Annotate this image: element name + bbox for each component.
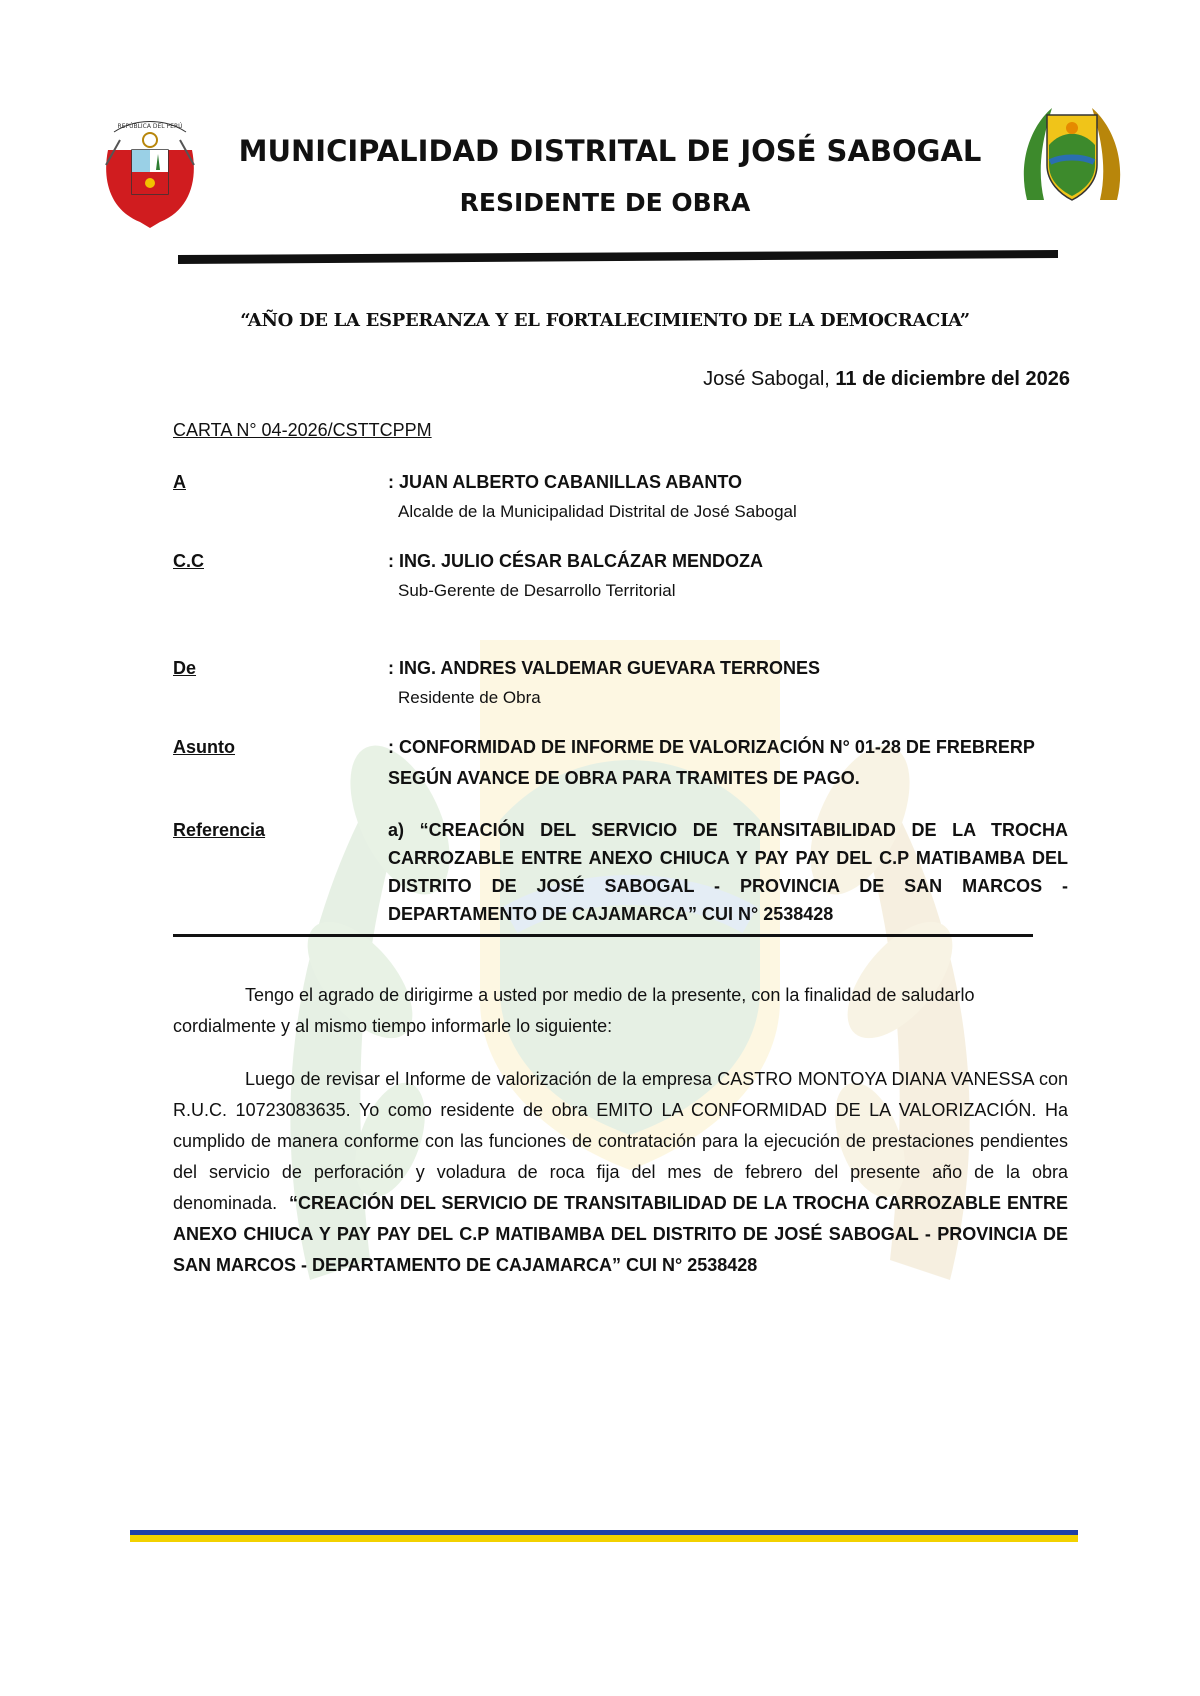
subject-value-line1: : CONFORMIDAD DE INFORME DE VALORIZACIÓN N° 01-28 DE FREBRERP — [388, 737, 1035, 757]
office-subtitle: RESIDENTE DE OBRA — [459, 188, 751, 217]
to-desc: Alcalde de la Municipalidad Distrital de José Sabogal — [398, 502, 797, 521]
svg-text:REPÚBLICA DEL PERÚ: REPÚBLICA DEL PERÚ — [117, 123, 183, 130]
body-paragraph-2: Luego de revisar el Informe de valorización de la empresa CASTRO MONTOYA DIANA VANESSA con R.U.C. 10723083635. Yo como residente de obra EMITO LA CONFORMIDAD DE LA VALORIZACIÓN. Ha cumplido de manera conforme con las funciones de contratación para la ejecución de prestaciones pendientes del servicio de perforación y voladura de roca fija del mes de febrero del presente año de la obra denominada. “CREACIÓN DEL SERVICIO DE TRANSITABILIDAD DE LA TROCHA CARROZABLE ENTRE ANEXO CHIUCA Y PAY PAY DEL C.P MATIBAMBA DEL DISTRITO DE JOSÉ SABOGAL - PROVINCIA DE SAN MARCOS - DEPARTAMENTO DE CAJAMARCA” CUI N° 2538428 — [173, 1069, 1068, 1275]
from-value: : ING. ANDRES VALDEMAR GUEVARA TERRONES — [388, 658, 821, 678]
cc-label: C.C — [173, 551, 204, 571]
letter-number: CARTA N° 04-2026/CSTTCPPM — [173, 420, 432, 440]
footer-divider — [130, 1530, 1078, 1542]
from-desc: Residente de Obra — [398, 688, 541, 707]
from-label: De — [173, 658, 197, 678]
peru-coat-of-arms-icon — [100, 110, 200, 230]
header-divider — [178, 250, 1058, 264]
reference-value: a) “CREACIÓN DEL SERVICIO DE TRANSITABILIDAD DE LA TROCHA CARROZABLE ENTRE ANEXO CHIUCA Y PAY PAY DEL C.P MATIBAMBA DEL DISTRITO DE JOSÉ SABOGAL - PROVINCIA DE SAN MARCOS - DEPARTAMENTO DE CAJAMARCA” CUI N° 2538428 — [388, 820, 1068, 924]
reference-label: Referencia — [173, 820, 266, 840]
to-value: : JUAN ALBERTO CABANILLAS ABANTO — [388, 472, 742, 492]
municipality-title: MUNICIPALIDAD DISTRITAL DE JOSÉ SABOGAL — [238, 134, 982, 168]
subject-value-line2: SEGÚN AVANCE DE OBRA PARA TRAMITES DE PAGO. — [388, 768, 860, 788]
date-line: José Sabogal, 11 de diciembre del 2026 — [703, 368, 1070, 390]
year-motto: “AÑO DE LA ESPERANZA Y EL FORTALECIMIENTO DE LA DEMOCRACIA” — [240, 310, 970, 331]
reference-divider — [173, 934, 1033, 937]
subject-label: Asunto — [173, 737, 235, 757]
district-coat-of-arms-icon — [1022, 100, 1122, 210]
cc-value: : ING. JULIO CÉSAR BALCÁZAR MENDOZA — [388, 551, 763, 571]
to-label: A — [173, 472, 186, 492]
body-paragraph-1: Tengo el agrado de dirigirme a usted por medio de la presente, con la finalidad de saludarlo cordialmente y al mismo tiempo informarle lo siguiente: — [173, 985, 975, 1036]
cc-desc: Sub-Gerente de Desarrollo Territorial — [398, 581, 676, 600]
